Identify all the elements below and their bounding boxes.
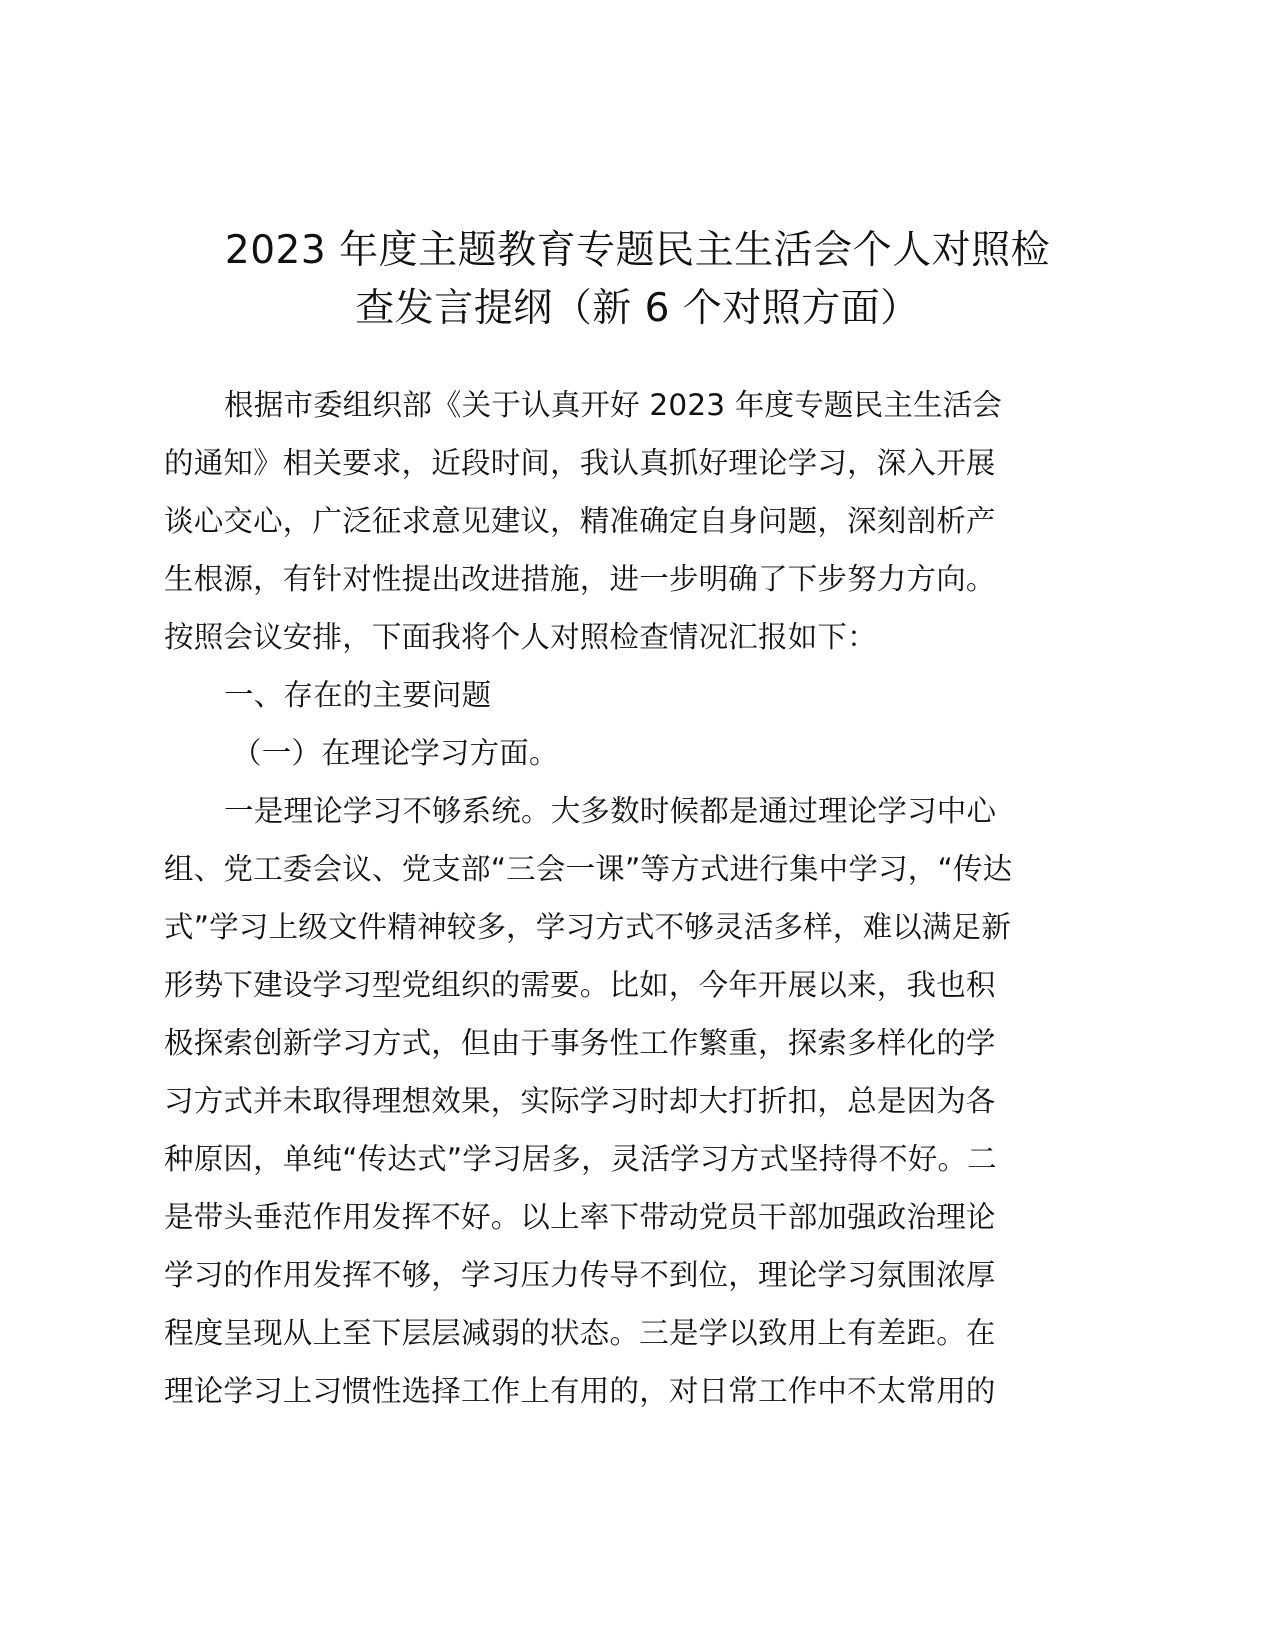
paragraph-line: 习方式并未取得理想效果，实际学习时却大打折扣，总是因为各 (164, 1084, 996, 1118)
paragraph-line: 一是理论学习不够系统。大多数时候都是通过理论学习中心 (224, 794, 997, 828)
paragraph-line: 根据市委组织部《关于认真开好 2023 年度专题民主生活会 (224, 388, 1003, 422)
title-line-2: 查发言提纲（新 6 个对照方面） (355, 286, 920, 331)
subsection-heading: （一）在理论学习方面。 (232, 736, 559, 770)
paragraph-line: 按照会议安排，下面我将个人对照检查情况汇报如下： (164, 620, 877, 654)
paragraph-line: 谈心交心，广泛征求意见建议，精准确定自身问题，深刻剖析产 (164, 504, 996, 538)
paragraph-line: 组、党工委会议、党支部“三会一课”等方式进行集中学习，“传达 (164, 852, 1013, 886)
paragraph-line: 的通知》相关要求，近段时间，我认真抓好理论学习，深入开展 (164, 446, 996, 480)
paragraph-line: 式”学习上级文件精神较多，学习方式不够灵活多样，难以满足新 (164, 910, 1012, 944)
document-title (150, 222, 1125, 338)
paragraph-line: 形势下建设学习型党组织的需要。比如，今年开展以来，我也积 (164, 968, 996, 1002)
paragraph-line: 程度呈现从上至下层层减弱的状态。三是学以致用上有差距。在 (164, 1316, 996, 1350)
paragraph-line: 理论学习上习惯性选择工作上有用的，对日常工作中不太常用的 (164, 1374, 996, 1408)
paragraph-line: 种原因，单纯“传达式”学习居多，灵活学习方式坚持得不好。二 (164, 1142, 997, 1176)
paragraph-line: 极探索创新学习方式，但由于事务性工作繁重，探索多样化的学 (164, 1026, 996, 1060)
paragraph-line: 是带头垂范作用发挥不好。以上率下带动党员干部加强政治理论 (164, 1200, 996, 1234)
paragraph-line: 生根源，有针对性提出改进措施，进一步明确了下步努力方向。 (164, 562, 996, 596)
title-line-1: 2023 年度主题教育专题民主生活会个人对照检 (224, 228, 1051, 273)
paragraph-line: 学习的作用发挥不够，学习压力传导不到位，理论学习氛围浓厚 (164, 1258, 996, 1292)
document-body (164, 376, 1124, 1420)
section-heading: 一、存在的主要问题 (224, 678, 492, 712)
